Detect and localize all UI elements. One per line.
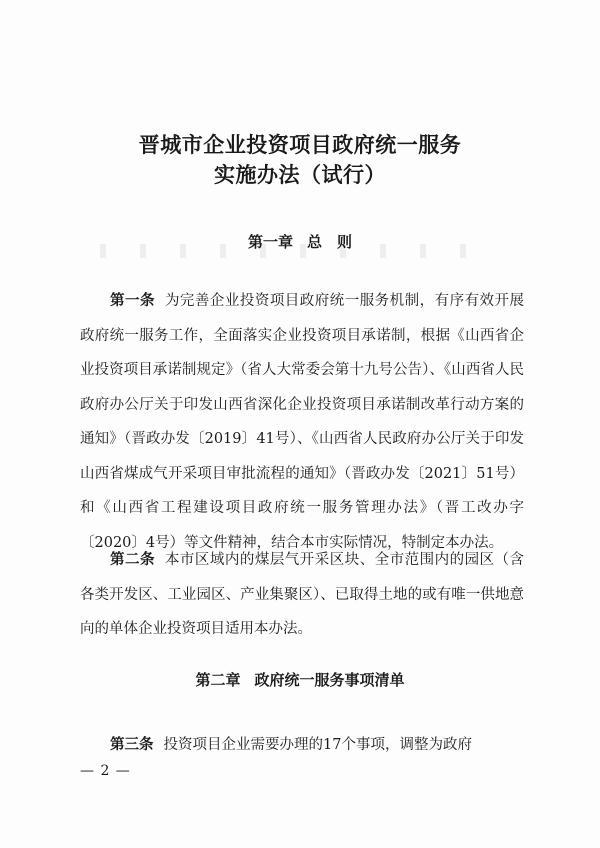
article-3-label: 第三条: [110, 737, 154, 753]
chapter-1-number: 第一章: [247, 233, 293, 251]
chapter-1-heading: [0, 231, 600, 253]
chapter-2-number: 第二章: [195, 671, 241, 689]
article-2-label: 第二条: [110, 552, 155, 568]
article-1: [80, 284, 524, 560]
chapter-2-heading: [0, 669, 600, 691]
article-2: [80, 543, 524, 647]
article-3: [80, 728, 524, 763]
article-3-text: 投资项目企业需要办理的17个事项，调整为政府: [163, 737, 472, 753]
article-1-text: 为完善企业投资项目政府统一服务机制，有序有效开展政府统一服务工作，全面落实企业投资项目承诺制，根据《山西省企业投资项目承诺制规定》（省人大常委会第十九号公告）、《山西省人民政府办公厅关于印发山西省深化企业投资项目承诺制改革行动方案的通知》（晋政办发〔2019〕41号）、《山西省人民政府办公厅关于印发山西省煤成气开采项目审批流程的通知》（晋政办发〔2021〕51号）和《山西省工程建设项目政府统一服务管理办法》（晋工改办字〔2020〕4号）等文件精神，结合本市实际情况，特制定本办法。: [80, 293, 525, 551]
article-2-text: 本市区域内的煤层气开采区块、全市范围内的园区（含各类开发区、工业园区、产业集聚区）、已取得土地的或有唯一供地意向的单体企业投资项目适用本办法。: [80, 552, 525, 637]
article-1-label: 第一条: [110, 293, 155, 309]
document-title-line1: 晋城市企业投资项目政府统一服务: [138, 132, 462, 157]
page-number: — 2 —: [80, 763, 131, 779]
document-title-line2: 实施办法（试行）: [214, 162, 386, 187]
chapter-1-name: 总 则: [307, 233, 353, 251]
chapter-2-name: 政府统一服务事项清单: [254, 671, 405, 689]
